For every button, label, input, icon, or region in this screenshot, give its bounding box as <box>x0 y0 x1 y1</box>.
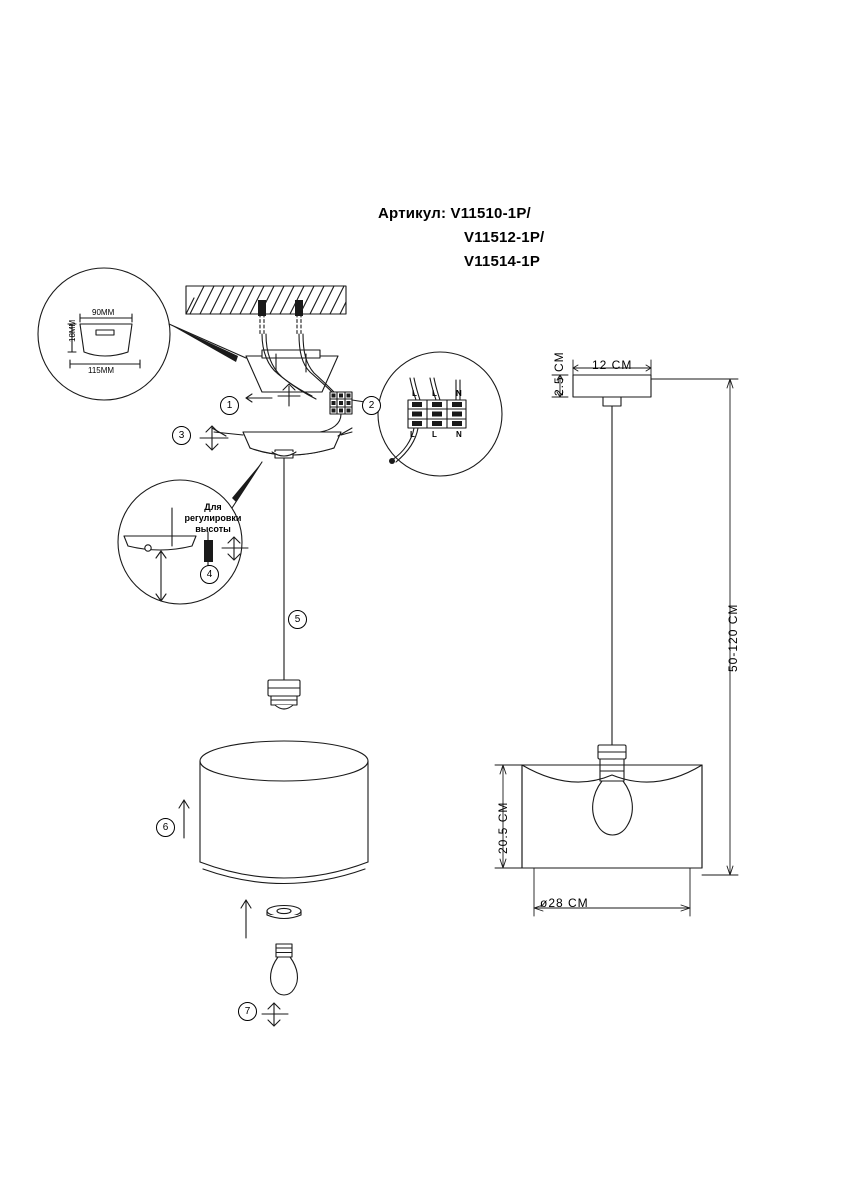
article-line-3: V11514-1P <box>464 253 541 270</box>
lampholder-main <box>268 680 300 709</box>
height-adjust-line-3: высоты <box>195 524 231 534</box>
terminal-block-main <box>330 392 352 414</box>
shade-exploded <box>200 741 368 884</box>
drop-range-label: 50-120 CM <box>726 603 740 672</box>
step-badge-2: 2 <box>362 396 381 415</box>
step-badge-6: 6 <box>156 818 175 837</box>
terminal-label-bottom-l: L <box>410 430 415 439</box>
finished-elevation <box>522 375 702 868</box>
article-line-2: V11512-1P/ <box>464 229 545 246</box>
step-badge-7: 7 <box>238 1002 257 1021</box>
shade-ring-nut <box>267 906 301 919</box>
height-adjust-line-1: Для <box>204 502 222 512</box>
shade-height-label: 20.5 CM <box>496 801 510 854</box>
mounting-bracket <box>246 350 338 392</box>
step-badge-5: 5 <box>288 610 307 629</box>
terminal-label-top-l: L <box>412 389 417 398</box>
height-adjust-line-2: регулировки <box>184 513 242 523</box>
block-outlet-wire <box>320 414 341 432</box>
canopy-main <box>214 432 352 468</box>
step-badge-4: 4 <box>200 565 219 584</box>
bracket-height-label: 18MM <box>68 319 77 342</box>
shade-diameter-label: ø28 CM <box>540 896 589 910</box>
canopy-height-label: 2.5 CM <box>552 351 566 396</box>
bracket-base-label: 115MM <box>88 366 115 375</box>
terminal-label-top-l2: L <box>432 389 437 398</box>
article-line-1: Артикул: V11510-1P/ <box>378 205 531 222</box>
height-adjust-callout <box>176 502 250 535</box>
bulb-exploded <box>271 944 298 995</box>
bracket-width-label: 90MM <box>92 308 115 317</box>
terminal-label-top-n: N <box>456 389 462 398</box>
terminal-label-bottom-l2: L <box>432 430 437 439</box>
step-badge-1: 1 <box>220 396 239 415</box>
terminal-label-bottom-n: N <box>456 430 462 439</box>
canopy-width-label: 12 CM <box>592 358 633 372</box>
step-badge-3: 3 <box>172 426 191 445</box>
